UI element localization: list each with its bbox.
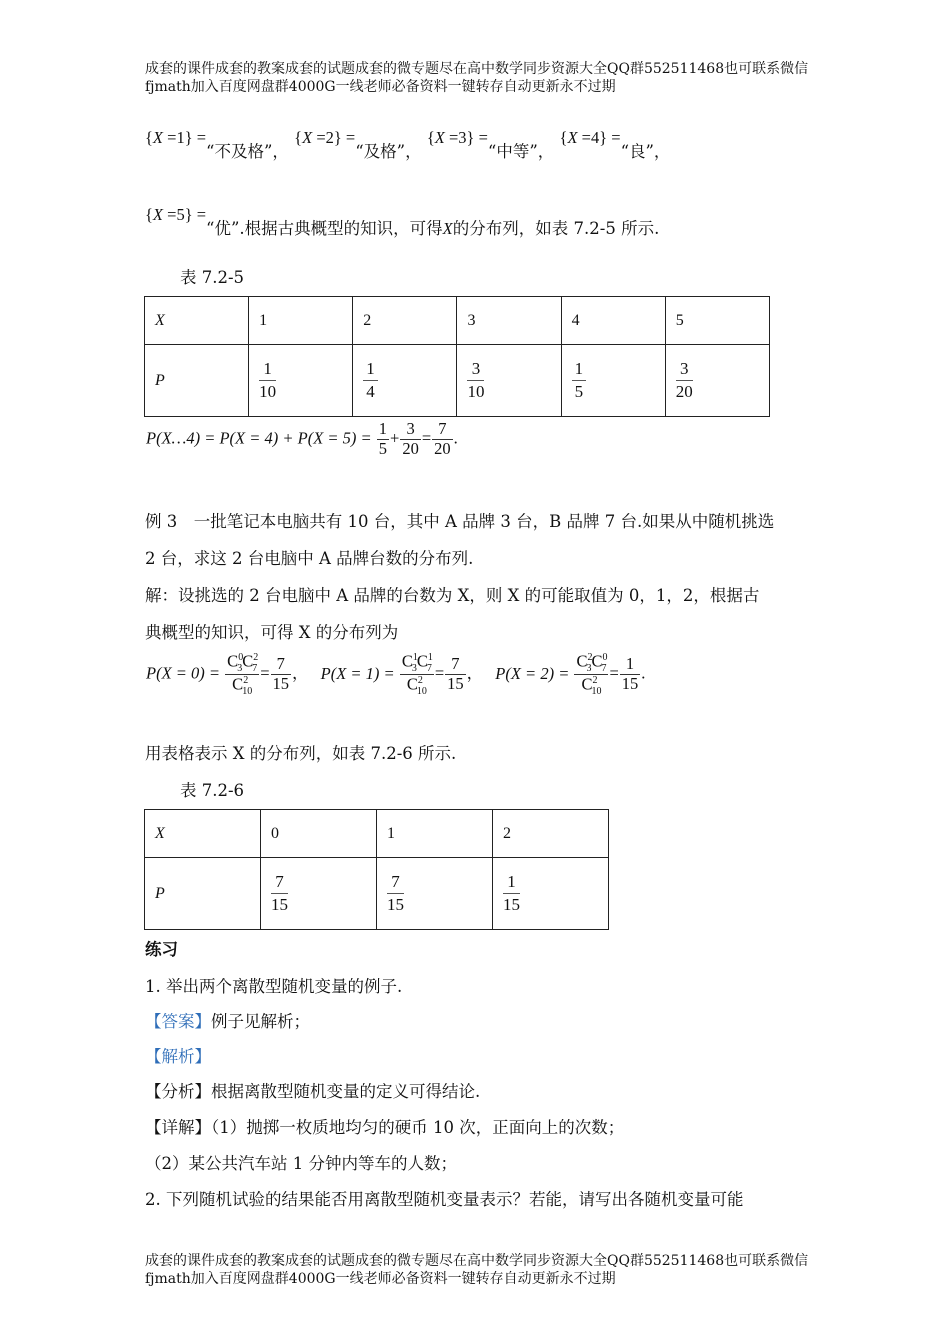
detailed-solution-line-1: 【详解】（1）抛掷一枚质地均匀的硬币 10 次，正面向上的次数； <box>145 1118 625 1137</box>
table-cell-p: $\frac{1}{10}$ <box>259 358 277 401</box>
formula-p0-lhs: P(X = 0) = <box>146 663 221 683</box>
example-3-line-1: 例 3 一批笔记本电脑共有 10 台，其中 A 品牌 3 台，B 品牌 7 台.如果从中随机挑选 <box>145 512 775 531</box>
table-cell-x: 3 <box>457 297 561 345</box>
formula-p1-lhs: P(X = 1) = <box>320 663 395 683</box>
practice-question-1: 1. 举出两个离散型随机变量的例子. <box>145 977 403 996</box>
table-cell-x: 5 <box>665 297 769 345</box>
distribution-table-7-2-5 <box>144 296 770 417</box>
table-cell-x: 2 <box>492 810 608 858</box>
table-header-p: P <box>155 371 165 389</box>
table-intro-text: 用表格表示 X 的分布列，如表 7.2-6 所示. <box>145 744 457 763</box>
table-row-x <box>145 810 609 858</box>
table-cell-p: $\frac{7}{15}$ <box>270 871 288 914</box>
table-header-p: P <box>155 884 165 902</box>
event-definition-5-line: {X =5} =“优”.根据古典概型的知识，可得X的分布列，如表 7.2-5 所示. <box>145 205 660 238</box>
event-definitions-line: {X =1} =“不及格”， {X =2} =“及格”， {X =3} =“中等”， {X =4} =“良”， <box>145 128 671 161</box>
solution-line-1: 解：设挑选的 2 台电脑中 A 品牌的台数为 X，则 X 的可能取值为 0，1，2，根据古 <box>145 586 760 605</box>
formula-p1-fraction: $\frac{C^1_3C^1_7}{C^2_{10}}$ <box>401 651 433 698</box>
page-footer-notice: 成套的课件成套的教案成套的试题成套的微专题尽在高中数学同步资源大全QQ群552511468也可联系微信fjmath加入百度网盘群4000G一线老师必备资料一键转存自动更新永不过期 <box>145 1253 809 1287</box>
formula-p0-fraction: $\frac{C^0_3C^2_7}{C^2_{10}}$ <box>227 651 259 698</box>
table-cell-p: $\frac{3}{10}$ <box>467 358 485 401</box>
practice-heading: 练习 <box>145 940 178 959</box>
table-cell-x: 1 <box>249 297 353 345</box>
event-label-1: “不及格”， <box>206 142 289 161</box>
probability-sum-formula: P(X…4) = P(X = 4) + P(X = 5) = $\frac{1}{5}$ + $\frac{3}{20}$ = $\frac{7}{20}$ . <box>146 419 458 458</box>
table-row-p <box>145 345 770 417</box>
formula-p2-lhs: P(X = 2) = <box>495 663 570 683</box>
event-label-2: “及格”， <box>355 142 422 161</box>
answer-line <box>145 1008 310 1032</box>
answer-tag: 【答案】 <box>145 1012 211 1031</box>
event-label-4: “良”， <box>620 142 671 161</box>
page-header-notice: 成套的课件成套的教案成套的试题成套的微专题尽在高中数学同步资源大全QQ群552511468也可联系微信fjmath加入百度网盘群4000G一线老师必备资料一键转存自动更新永不过期 <box>145 61 809 95</box>
probability-sum-lhs: P(X…4) = P(X = 4) + P(X = 5) = <box>146 428 372 448</box>
practice-question-2: 2. 下列随机试验的结果能否用离散型随机变量表示？若能，请写出各随机变量可能 <box>145 1190 744 1209</box>
table-cell-x: 2 <box>353 297 457 345</box>
analysis-tag: 【解析】 <box>145 1047 211 1066</box>
example-3-line-2: 2 台，求这 2 台电脑中 A 品牌台数的分布列. <box>145 549 474 568</box>
table-row-p <box>145 858 609 930</box>
table-cell-x: 1 <box>376 810 492 858</box>
combination-probability-formulas: P(X = 0) = $\frac{C^0_3C^2_7}{C^2_{10}}$ = $\frac{7}{15}$ ， P(X = 1) = $\frac{C^1_3C^1_7}{C^2_{10}}$ = $\frac{7}{15}$ ， P(X = 2) = $\frac{C^2_3C^0_7}{C^2_{10}}$ = $\frac{1}{15}$ . <box>146 651 646 698</box>
table-header-x: X <box>155 311 165 329</box>
event-label-3: “中等”， <box>487 142 555 161</box>
table-cell-p: $\frac{1}{5}$ <box>572 358 587 403</box>
analysis-line: 【分析】根据离散型随机变量的定义可得结论. <box>145 1082 481 1101</box>
formula-p2-fraction: $\frac{C^2_3C^0_7}{C^2_{10}}$ <box>576 651 608 698</box>
table-row-x <box>145 297 770 345</box>
table-cell-x: 0 <box>260 810 376 858</box>
answer-text: 例子见解析； <box>211 1012 310 1031</box>
table-header-x: X <box>155 824 165 842</box>
table-cell-p: $\frac{1}{15}$ <box>502 871 520 914</box>
table-caption-7-2-5: 表 7.2-5 <box>180 268 245 287</box>
table-cell-p: $\frac{1}{4}$ <box>363 358 378 403</box>
table-cell-x: 4 <box>561 297 665 345</box>
table-cell-p: $\frac{7}{15}$ <box>386 871 404 914</box>
event-label-5: “优”.根据古典概型的知识，可得 <box>206 219 443 238</box>
detailed-solution-line-2: （2）某公共汽车站 1 分钟内等车的人数； <box>145 1154 457 1173</box>
distribution-table-7-2-6 <box>144 809 609 930</box>
distribution-reference-text: 的分布列，如表 7.2-5 所示. <box>452 219 660 238</box>
solution-line-2: 典概型的知识，可得 X 的分布列为 <box>145 623 399 642</box>
table-cell-p: $\frac{3}{20}$ <box>675 358 693 401</box>
table-caption-7-2-6: 表 7.2-6 <box>180 781 245 800</box>
